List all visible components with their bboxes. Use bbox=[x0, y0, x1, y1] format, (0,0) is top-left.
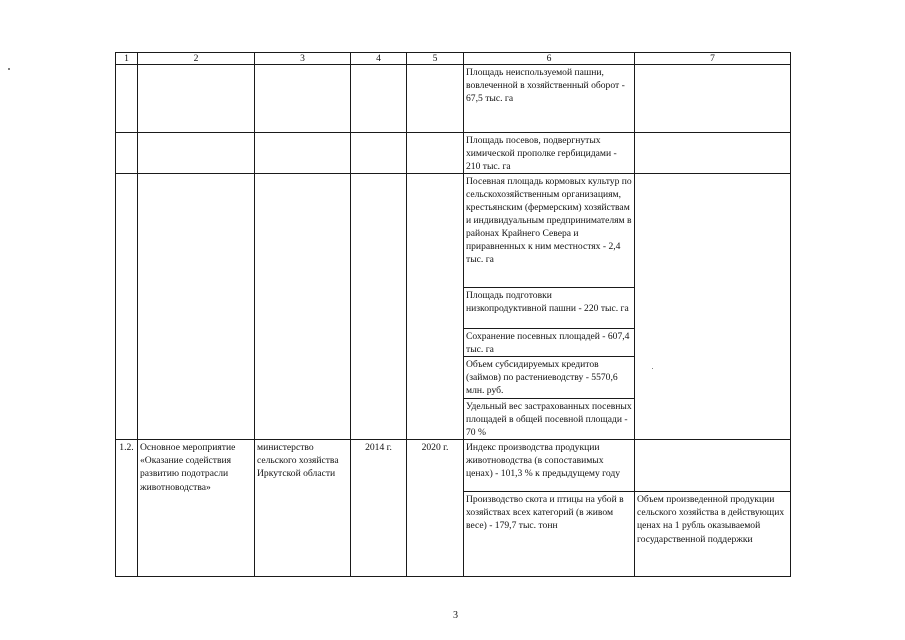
executor-cell: министерство сельского хозяйства Иркутской области bbox=[255, 440, 351, 577]
column-header-6: 6 bbox=[464, 53, 635, 65]
row-number-cell bbox=[116, 65, 138, 133]
program-measures-table bbox=[115, 52, 791, 577]
indicator-cell: Посевная площадь кормовых культур по сельскохозяйственным организациям, крестьянским (фермерским) хозяйствам и индивидуальным предпринимателям в районах Крайнего Севера и приравненных к ним местностях - 2,4 тыс. га bbox=[464, 174, 635, 288]
row-number-cell bbox=[116, 174, 138, 440]
result-cell: Объем произведенной продукции сельского хозяйства в действующих ценах на 1 рубль оказываемой государственной поддержки bbox=[635, 492, 791, 577]
event-cell bbox=[138, 133, 255, 174]
column-header-2: 2 bbox=[138, 53, 255, 65]
start-year-cell bbox=[351, 133, 407, 174]
column-header-7: 7 bbox=[635, 53, 791, 65]
start-year-cell: 2014 г. bbox=[351, 440, 407, 577]
indicator-cell: Удельный вес застрахованных посевных площадей в общей посевной площади - 70 % bbox=[464, 399, 635, 440]
event-cell bbox=[138, 174, 255, 440]
executor-cell bbox=[255, 65, 351, 133]
row-number-cell: 1.2. bbox=[116, 440, 138, 577]
end-year-cell bbox=[407, 133, 464, 174]
result-cell bbox=[635, 440, 791, 492]
page-number: 3 bbox=[453, 610, 458, 621]
column-header-1: 1 bbox=[116, 53, 138, 65]
event-cell: Основное мероприятие «Оказание содействия развитию подотрасли животноводства» bbox=[138, 440, 255, 577]
table-row bbox=[116, 440, 791, 492]
result-cell bbox=[635, 174, 791, 440]
row-number-cell bbox=[116, 133, 138, 174]
event-cell bbox=[138, 65, 255, 133]
column-header-3: 3 bbox=[255, 53, 351, 65]
executor-cell bbox=[255, 174, 351, 440]
end-year-cell bbox=[407, 174, 464, 440]
start-year-cell bbox=[351, 174, 407, 440]
start-year-cell bbox=[351, 65, 407, 133]
header-row bbox=[116, 53, 791, 65]
result-cell bbox=[635, 133, 791, 174]
scan-speck bbox=[8, 68, 10, 70]
end-year-cell bbox=[407, 65, 464, 133]
table-row bbox=[116, 65, 791, 133]
indicator-cell: Объем субсидируемых кредитов (займов) по растениеводству - 5570,6 млн. руб. bbox=[464, 357, 635, 399]
indicator-cell: Площадь неиспользуемой пашни, вовлеченной в хозяйственный оборот - 67,5 тыс. га bbox=[464, 65, 635, 133]
indicator-cell: Индекс производства продукции животноводства (в сопоставимых ценах) - 101,3 % к предыдущему году bbox=[464, 440, 635, 492]
table-row bbox=[116, 133, 791, 174]
indicator-cell: Площадь посевов, подвергнутых химической прополке гербицидами - 210 тыс. га bbox=[464, 133, 635, 174]
indicator-cell: Сохранение посевных площадей - 607,4 тыс. га bbox=[464, 329, 635, 357]
end-year-cell: 2020 г. bbox=[407, 440, 464, 577]
executor-cell bbox=[255, 133, 351, 174]
table-row bbox=[116, 174, 791, 288]
indicator-cell: Производство скота и птицы на убой в хозяйствах всех категорий (в живом весе) - 179,7 тыс. тонн bbox=[464, 492, 635, 577]
indicator-cell: Площадь подготовки низкопродуктивной пашни - 220 тыс. га bbox=[464, 288, 635, 329]
scan-speck bbox=[652, 368, 653, 369]
column-header-5: 5 bbox=[407, 53, 464, 65]
result-cell bbox=[635, 65, 791, 133]
column-header-4: 4 bbox=[351, 53, 407, 65]
